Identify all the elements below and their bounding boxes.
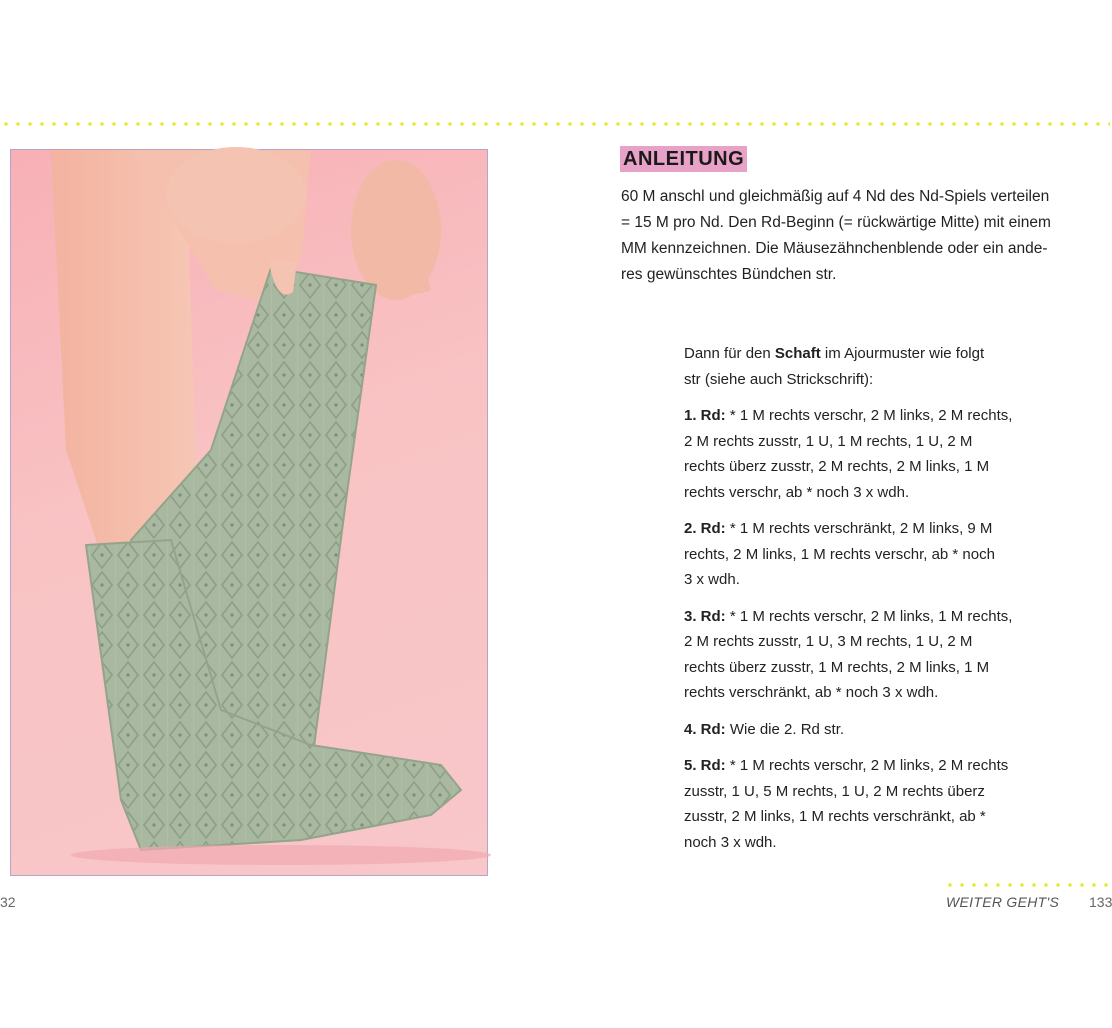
text-line: zusstr, 1 U, 5 M rechts, 1 U, 2 M rechts überz (684, 782, 985, 800)
round-label: 2. Rd: (684, 520, 726, 537)
round-5 (684, 753, 1064, 855)
running-title: WEITER GEHT'S (946, 894, 1060, 910)
text-line: noch 3 x wdh. (684, 833, 777, 851)
schaft-paragraph (684, 341, 1064, 392)
text-line: rechts verschr, ab * noch 3 x wdh. (684, 483, 910, 501)
round-label: 1. Rd: (684, 407, 726, 424)
sock-photo (10, 149, 488, 876)
round-label: 4. Rd: (684, 720, 726, 738)
intro-line: = 15 M pro Nd. Den Rd-Beginn (= rückwärtige Mitte) mit einem (621, 214, 1051, 231)
intro-paragraph (621, 184, 1101, 288)
round-4 (684, 717, 1064, 743)
page-number-right: 133 (1089, 894, 1112, 910)
text-run: * 1 M rechts verschr, 2 M links, 2 M rechts (725, 757, 1009, 774)
text-line: 2 M rechts zusstr, 1 U, 1 M rechts, 1 U, 2 M (684, 432, 973, 450)
text-run: Dann für den (684, 345, 775, 362)
instructions-column (684, 341, 1064, 866)
intro-line: 60 M anschl und gleichmäßig auf 4 Nd des Nd-Spiels verteilen (621, 188, 1050, 205)
text-line: rechts verschränkt, ab * noch 3 x wdh. (684, 684, 939, 701)
text-line: zusstr, 2 M links, 1 M rechts verschränkt, ab * (684, 808, 986, 825)
sock-illustration (11, 150, 487, 875)
text-run: Wie die 2. Rd str. (725, 720, 845, 738)
text-run: * 1 M rechts verschr, 2 M links, 1 M rechts, (725, 607, 1013, 625)
intro-line: MM kennzeichnen. Die Mäusezähnchenblende oder ein ande- (621, 240, 1048, 257)
dotted-rule-footer (944, 881, 1110, 889)
page-number-left: 32 (0, 894, 16, 910)
dotted-rule-top (0, 120, 1110, 128)
text-line: str (siehe auch Strickschrift): (684, 370, 874, 388)
text-line: 3 x wdh. (684, 571, 740, 588)
text-line: 2 M rechts zusstr, 1 U, 3 M rechts, 1 U, 2 M (684, 633, 973, 650)
round-3 (684, 604, 1064, 706)
text-run: * 1 M rechts verschränkt, 2 M links, 9 M (725, 520, 993, 537)
round-label: 3. Rd: (684, 607, 726, 625)
round-label: 5. Rd: (684, 757, 726, 774)
section-heading: ANLEITUNG (620, 146, 747, 172)
text-run: im Ajourmuster wie folgt (820, 345, 985, 362)
text-line: rechts, 2 M links, 1 M rechts verschr, ab * noch (684, 545, 995, 563)
intro-line: res gewünschtes Bündchen str. (621, 266, 837, 283)
round-2 (684, 516, 1064, 593)
round-1 (684, 403, 1064, 505)
text-line: rechts überz zusstr, 1 M rechts, 2 M links, 1 M (684, 658, 990, 676)
text-line: rechts überz zusstr, 2 M rechts, 2 M links, 1 M (684, 458, 990, 475)
bold-term: Schaft (774, 345, 821, 362)
text-run: * 1 M rechts verschr, 2 M links, 2 M rechts, (725, 407, 1013, 424)
